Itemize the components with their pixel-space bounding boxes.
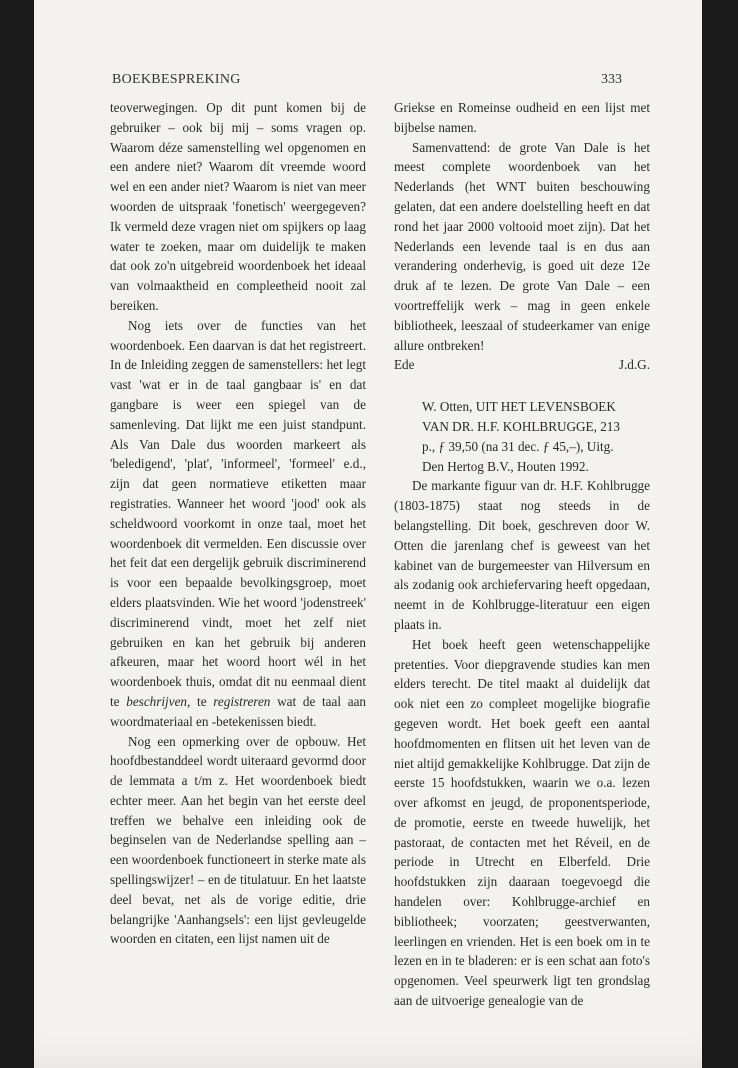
running-header	[112, 72, 622, 88]
emphasis: beschrijven,	[126, 693, 191, 709]
signature-line	[394, 355, 650, 375]
signature-initials: J.d.G.	[618, 357, 650, 373]
paragraph: Het boek heeft geen wetenschappelijke pretenties. Voor diepgravende studies kan men elders terecht. De titel maakt al duidelijk dat ook niet een zo compleet mogelijke biografie gegeven wordt. Het boek geeft een aantal hoofdmomenten en flitsen uit het leven van de niet altijd gemakkelijke Kohlbrugge. Dat zijn de eerste 15 hoofdstukken, waarin we o.a. lezen over afkomst en jeugd, de proponentsperiode, de promotie, eerste en tweede huwelijk, het pastoraat, de contacten met het Réveil, en de periode in Utrecht en Elberfeld. Drie hoofdstukken zijn daaraan toegevoegd die handelen over: Kohlbrugge-archief en bibliotheek; voorzaten; geestverwanten, leerlingen en vrienden. Het is een boek om in te lezen en in te bladeren: er is een schat aan foto's opgenomen. Veel speurwerk ligt ten grondslag aan de uitvoerige genealogie van de	[394, 636, 650, 1009]
paragraph-text: te	[197, 693, 207, 709]
review-heading-line: p., ƒ 39,50 (na 31 dec. ƒ 45,–), Uitg.	[422, 438, 614, 454]
paragraph: Griekse en Romeinse oudheid en een lijst met bijbelse namen.	[394, 100, 650, 135]
paragraph-text: wat de taal aan woordmateriaal en -betekenissen biedt.	[110, 693, 367, 729]
review-heading-line: Den Hertog B.V., Houten 1992.	[422, 458, 589, 474]
paragraph: teoverwegingen. Op dit punt komen bij de gebruiker – ook bij mij – soms vragen op. Waarom déze samenstelling wel opgenomen en een andere niet? Waarom dít vreemde woord wel en een ander niet? Waarom is niet van meer woorden de uitspraak 'fonetisch' weergegeven? Ik vermeld deze vragen niet om spijkers op laag water te zoeken, maar om duidelijk te maken dat ook zo'n uitgebreid woordenboek het ideaal van volmaaktheid en compleetheid nooit zal bereiken.	[110, 100, 366, 313]
book-page	[34, 0, 702, 1068]
right-column	[394, 98, 650, 1011]
paragraph	[110, 316, 366, 732]
paragraph-text: Nog iets over de functies van het woordenboek. Een daarvan is dat het registreert. In de Inleiding zeggen de samenstellers: het legt vast 'wat er in de taal gangbaar is' en dat gangbare is weer een spiegel van de samenleving. Dat lijkt me een juist standpunt. Als Van Dale dus woorden markeert als 'beledigend', 'plat', 'informeel', 'formeel' e.d., zijn dat geen normatieve etiketten maar registraties. Wanneer het woord 'jood' ook als scheldwoord voorkomt in onze taal, moet het woordenboek dit vermelden. Een discussie over het feit dat een dergelijk gebruik discriminerend is voor een bepaalde bevolkingsgroep, moet elders plaatsvinden. Wie het woord 'jodenstreek' discriminerend vindt, moet het zelf niet gebruiken en kan het gebruik bij anderen afkeuren, maar het woord hoort wél in het woordenboek thuis, omdat dit nu eenmaal dient te	[110, 317, 366, 709]
emphasis: registreren	[213, 693, 271, 709]
paragraph: De markante figuur van dr. H.F. Kohlbrugge (1803-1875) staat nog steeds in de belangstelling. Dit boek, geschreven door W. Otten die jarenlang chef is geweest van het kabinet van de burgemeester van Hilversum en als zodanig ook archiefervaring heeft opgedaan, neemt in de Kohlbrugge-literatuur een eigen plaats in.	[394, 478, 650, 632]
paragraph: Nog een opmerking over de opbouw. Het hoofdbestanddeel wordt uiteraard gevormd door de lemmata a t/m z. Het woordenboek biedt echter meer. Aan het begin van het eerste deel treffen we behalve een inleiding ook de beginselen van de Nederlandse spelling aan – een woordenboek functioneert in sterke mate als spellingswijzer! – en de titulatuur. En het laatste deel bevat, net als de vorige editie, drie belangrijke 'Aanhangsels': een lijst gevleugelde woorden en citaten, een lijst namen uit de	[110, 733, 366, 947]
review-heading-line: W. Otten, UIT HET LEVENSBOEK	[422, 399, 616, 415]
paragraph: Samenvattend: de grote Van Dale is het meest complete woordenboek van het Nederlands (het WNT buiten beschouwing gelaten, dat een andere doelstelling heeft en dat rond het jaar 2000 voltooid moet zijn). Dat het Nederlands een levende taal is en dus aan verandering onderhevig, is goed uit deze 12e druk af te lezen. De grote Van Dale – een voortreffelijk werk – mag in geen enkele bibliotheek, leeszaal of studeerkamer van enige allure ontbreken!	[394, 139, 650, 353]
review-heading	[394, 397, 650, 476]
left-column	[110, 98, 366, 949]
page-number: 333	[601, 72, 622, 87]
section-title: BOEKBESPREKING	[112, 72, 241, 87]
signature-place: Ede	[394, 357, 415, 373]
review-heading-line: VAN DR. H.F. KOHLBRUGGE, 213	[422, 418, 620, 434]
